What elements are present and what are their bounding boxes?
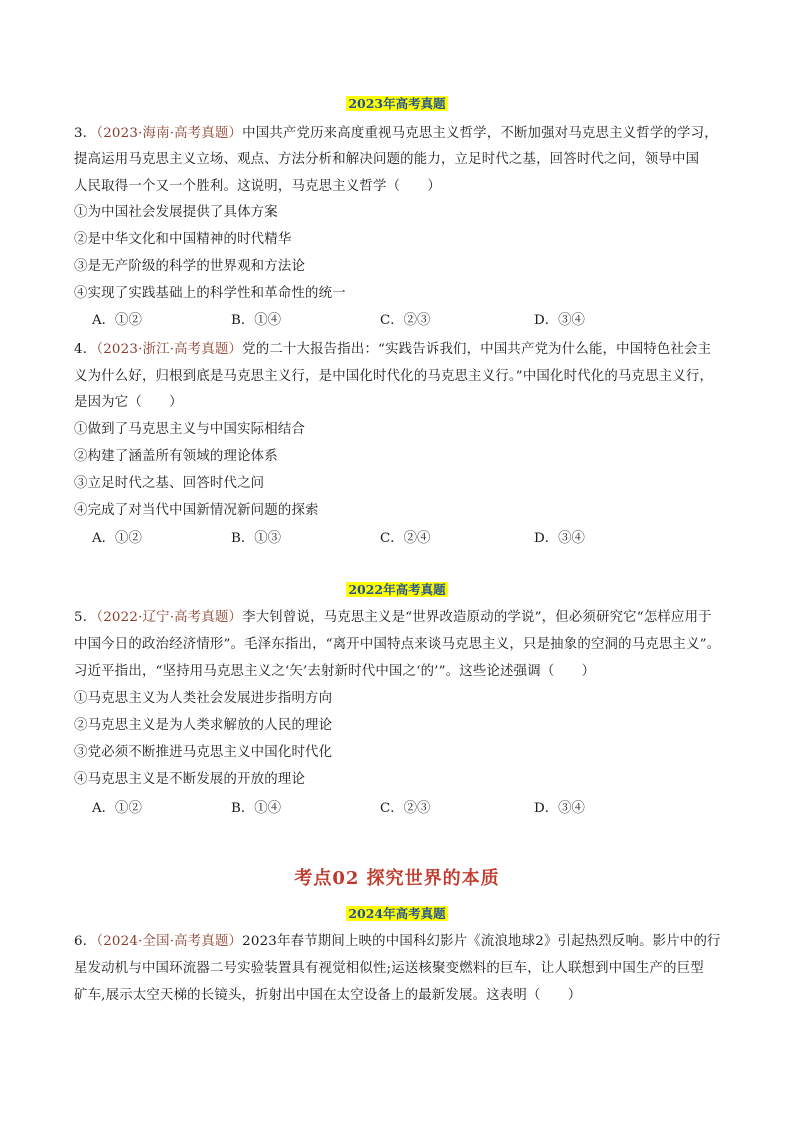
q3-option-c: C．②③ (380, 313, 431, 328)
q4-item-3: ③立足时代之基、回答时代之问 (74, 476, 265, 491)
q3-stem-line-2: 提高运用马克思主义立场、观点、方法分析和解决问题的能力，立足时代之基，回答时代之问，领导中国 (74, 152, 700, 167)
year-banner-2023: 2023年高考真题 (348, 96, 446, 111)
q5-option-c: C．②③ (380, 801, 431, 816)
q5-option-a: A．①② (92, 801, 142, 816)
q3-item-2: ②是中华文化和中国精神的时代精华 (74, 232, 292, 247)
q4-stem-line-3: 是因为它（ ） (74, 395, 183, 410)
q4-item-1: ①做到了马克思主义与中国实际相结合 (74, 422, 306, 437)
q3-item-3: ③是无产阶级的科学的世界观和方法论 (74, 259, 306, 274)
q3-option-d: D．③④ (534, 313, 585, 328)
q4-option-a: A．①② (92, 531, 142, 546)
q3-option-a: A．①② (92, 313, 142, 328)
year-banner-2022: 2022年高考真题 (348, 582, 446, 597)
q4-option-b: B．①③ (231, 531, 282, 546)
q3-stem-line-3: 人民取得一个又一个胜利。这说明，马克思主义哲学（ ） (74, 179, 441, 194)
q3-source-tag: （2023·海南·高考真题） (96, 126, 243, 141)
q4-stem-line-2: 义为什么好，归根到底是马克思主义行，是中国化时代化的马克思主义行。”中国化时代化的马克思主义行， (74, 369, 714, 384)
q4-source-tag: （2023·浙江·高考真题） (96, 342, 243, 357)
q5-item-3: ③党必须不断推进马克思主义中国化时代化 (74, 745, 333, 760)
q4-option-c: C．②④ (380, 531, 431, 546)
q6-stem-line-2: 星发动机与中国环流器二号实验装置具有视觉相似性;运送核聚变燃料的巨车，让人联想到中国生产的巨型 (74, 961, 704, 976)
q5-stem-line-2: 中国今日的政治经济情形”。毛泽东指出，“离开中国特点来谈马克思主义，只是抽象的空洞的马克思主义”。 (74, 637, 721, 652)
q5-item-4: ④马克思主义是不断发展的开放的理论 (74, 772, 306, 787)
q4-stem-line-1: 4．（2023·浙江·高考真题）党的二十大报告指出：“实践告诉我们，中国共产党为什么能，中国特色社会主 (74, 342, 712, 357)
section-title: 考点02 探究世界的本质 (294, 868, 500, 889)
q3-stem-line-1: 3．（2023·海南·高考真题）中国共产党历来高度重视马克思主义哲学，不断加强对马克思主义哲学的学习， (74, 126, 718, 141)
q3-option-b: B．①④ (231, 313, 282, 328)
q6-source-tag: （2024·全国·高考真题） (96, 934, 243, 949)
q4-option-d: D．③④ (534, 531, 585, 546)
q3-item-1: ①为中国社会发展提供了具体方案 (74, 205, 278, 220)
q5-item-1: ①马克思主义为人类社会发展进步指明方向 (74, 691, 333, 706)
q5-stem-line-1: 5．（2022·辽宁·高考真题）李大钊曾说，马克思主义是“世界改造原动的学说”，但必须研究它“怎样应用于 (74, 610, 712, 625)
q6-stem-line-1: 6．（2024·全国·高考真题）2023年春节期间上映的中国科幻影片《流浪地球2》引起热烈反响。影片中的行 (74, 934, 721, 949)
q4-item-4: ④完成了对当代中国新情况新问题的探索 (74, 503, 319, 518)
q4-item-2: ②构建了涵盖所有领域的理论体系 (74, 449, 278, 464)
q5-stem-line-3: 习近平指出，“坚持用马克思主义之‘矢’去射新时代中国之‘的’”。这些论述强调（ ） (74, 664, 596, 679)
q5-item-2: ②马克思主义是为人类求解放的人民的理论 (74, 718, 333, 733)
q5-option-b: B．①④ (231, 801, 282, 816)
q5-option-d: D．③④ (534, 801, 585, 816)
q5-source-tag: （2022·辽宁·高考真题） (96, 610, 243, 625)
q6-stem-line-3: 矿车,展示太空天梯的长镜头，折射出中国在太空设备上的最新发展。这表明（ ） (74, 988, 582, 1003)
year-banner-2024: 2024年高考真题 (348, 906, 446, 921)
q3-item-4: ④实现了实践基础上的科学性和革命性的统一 (74, 286, 346, 301)
